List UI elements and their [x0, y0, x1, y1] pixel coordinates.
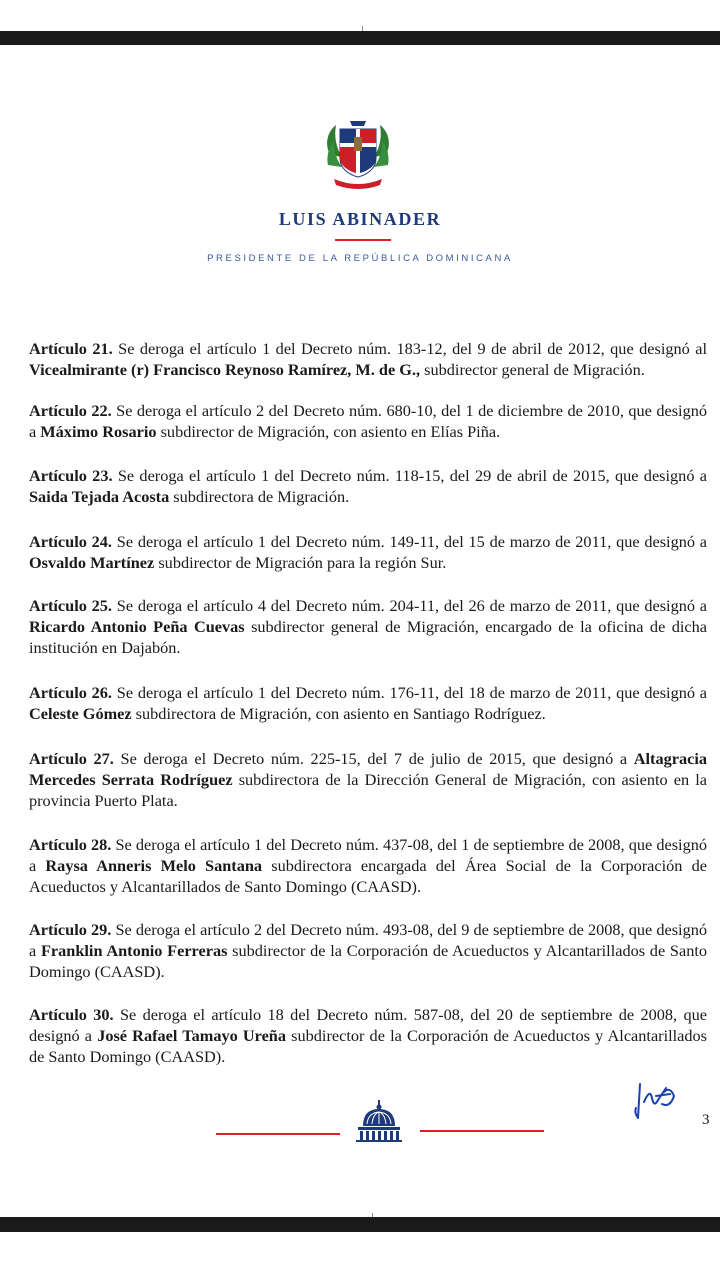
- article-text: Se deroga el artículo 4 del Decreto núm. 204-11, del 26 de marzo de 2011, que designó a: [112, 596, 707, 615]
- articles-list: [29, 338, 707, 1089]
- article-24: [29, 531, 707, 573]
- article-appointee: Raysa Anneris Melo Santana: [45, 856, 263, 875]
- letterhead-title: PRESIDENTE DE LA REPÚBLICA DOMINICANA: [207, 253, 513, 264]
- article-appointee: Altagracia Mercedes Serrata Rodríguez: [29, 749, 708, 789]
- article-label: Artículo 30.: [29, 1005, 114, 1024]
- coat-of-arms-icon: [320, 115, 396, 193]
- palace-dome-icon: [354, 1100, 404, 1142]
- article-27: [29, 748, 707, 811]
- article-text: Se deroga el artículo 2 del Decreto núm. 493-08, del 9 de septiembre de 2008, que designó a: [29, 920, 708, 960]
- article-text: Se deroga el artículo 1 del Decreto núm. 149-11, del 15 de marzo de 2011, que designó a: [112, 532, 707, 551]
- article-appointee: Celeste Gómez: [29, 704, 132, 723]
- article-text: subdirector de la Corporación de Acueductos y Alcantarillados de Santo Domingo (CAASD).: [29, 941, 707, 981]
- article-appointee: Ricardo Antonio Peña Cuevas: [29, 617, 245, 636]
- article-label: Artículo 29.: [29, 920, 112, 939]
- article-26: [29, 682, 707, 724]
- article-text: subdirector de Migración para la región Sur.: [154, 553, 447, 572]
- footer-divider-left: [216, 1133, 340, 1135]
- article-text: subdirectora de la Dirección General de Migración, con asiento en la provincia Puerto Plata.: [29, 770, 707, 810]
- article-29: [29, 919, 707, 982]
- signature-initials: [630, 1078, 678, 1122]
- article-text: subdirector de Migración, con asiento en Elías Piña.: [156, 422, 501, 441]
- article-text: subdirectora de Migración, con asiento en Santiago Rodríguez.: [131, 704, 546, 723]
- article-text: Se deroga el Decreto núm. 225-15, del 7 de julio de 2015, que designó a: [113, 749, 634, 768]
- page-number: 3: [702, 1112, 710, 1128]
- article-21: [29, 338, 707, 380]
- article-text: subdirector general de Migración, encargado de la oficina de dicha institución en Dajabón.: [29, 617, 707, 657]
- article-appointee: Franklin Antonio Ferreras: [40, 941, 228, 960]
- article-22: [29, 400, 707, 442]
- article-label: Artículo 27.: [29, 749, 114, 768]
- article-text: subdirector de la Corporación de Acueductos y Alcantarillados de Santo Domingo (CAASD).: [29, 1026, 708, 1066]
- article-appointee: Vicealmirante (r) Francisco Reynoso Ramírez, M. de G.,: [29, 360, 421, 379]
- article-appointee: Máximo Rosario: [40, 422, 157, 441]
- article-text: subdirector general de Migración.: [420, 360, 645, 379]
- article-label: Artículo 24.: [29, 532, 112, 551]
- article-label: Artículo 25.: [29, 596, 112, 615]
- letterhead-name: LUIS ABINADER: [278, 209, 442, 229]
- article-text: Se deroga el artículo 18 del Decreto núm. 587-08, del 20 de septiembre de 2008, que designó a: [29, 1005, 708, 1045]
- article-25: [29, 595, 707, 658]
- article-text: subdirectora encargada del Área Social de la Corporación de Acueductos y Alcantarillados de Santo Domingo (CAASD).: [29, 856, 708, 896]
- article-text: Se deroga el artículo 1 del Decreto núm. 176-11, del 18 de marzo de 2011, que designó a: [112, 683, 707, 702]
- article-text: Se deroga el artículo 2 del Decreto núm. 680-10, del 1 de diciembre de 2010, que designó a: [29, 401, 707, 441]
- article-23: [29, 465, 707, 507]
- top-scan-border: [0, 31, 720, 45]
- article-text: Se deroga el artículo 1 del Decreto núm. 183-12, del 9 de abril de 2012, que designó al: [112, 339, 708, 358]
- letterhead-divider: [335, 239, 391, 241]
- article-label: Artículo 22.: [29, 401, 112, 420]
- article-label: Artículo 26.: [29, 683, 112, 702]
- article-text: Se deroga el artículo 1 del Decreto núm. 437-08, del 1 de septiembre de 2008, que designó a: [29, 835, 708, 875]
- footer-divider-right: [420, 1130, 544, 1132]
- article-text: subdirectora de Migración.: [169, 487, 350, 506]
- article-appointee: Osvaldo Martínez: [29, 553, 155, 572]
- top-scan-mark: [362, 26, 363, 31]
- article-appointee: Saida Tejada Acosta: [29, 487, 170, 506]
- article-label: Artículo 23.: [29, 466, 113, 485]
- article-text: Se deroga el artículo 1 del Decreto núm. 118-15, del 29 de abril de 2015, que designó a: [112, 466, 707, 485]
- article-28: [29, 834, 707, 897]
- article-30: [29, 1004, 707, 1067]
- article-appointee: José Rafael Tamayo Ureña: [97, 1026, 287, 1045]
- bottom-scan-border: [0, 1217, 720, 1232]
- article-label: Artículo 28.: [29, 835, 112, 854]
- article-label: Artículo 21.: [29, 339, 113, 358]
